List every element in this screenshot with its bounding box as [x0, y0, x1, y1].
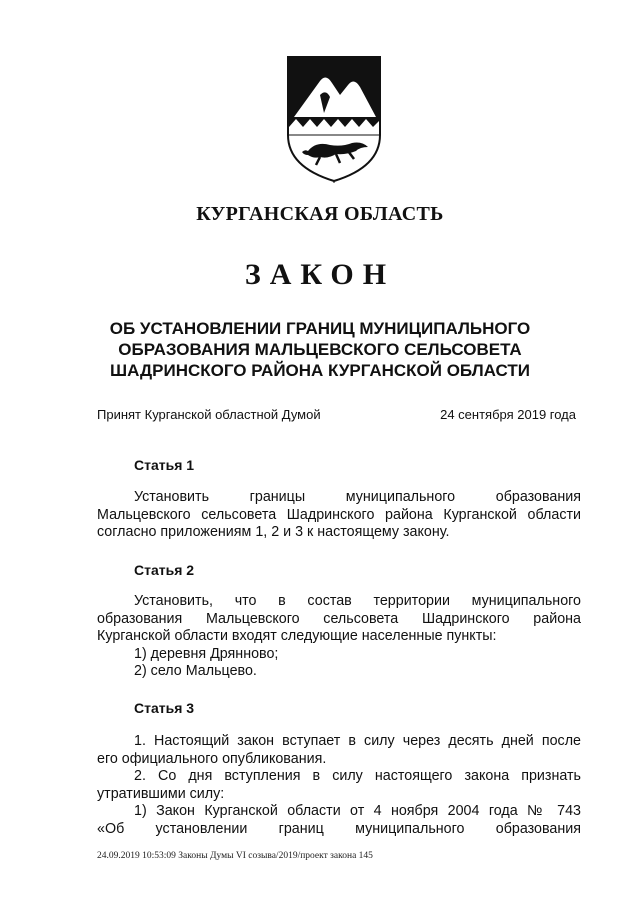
text-line: 2) село Мальцево. [134, 663, 257, 679]
text-line: Мальцевского сельсовета Шадринского района Курганской области [97, 506, 581, 523]
article-3-heading: Статья 3 [134, 700, 195, 716]
text-line: 1) деревня Дрянново; [134, 645, 279, 662]
article-1-text [97, 489, 581, 542]
article-2-text [97, 593, 581, 681]
text-line: Курганской области входят следующие населенные пункты: [97, 628, 497, 644]
title-line: ОБ УСТАНОВЛЕНИИ ГРАНИЦ МУНИЦИПАЛЬНОГО [109, 319, 531, 338]
title-line: ШАДРИНСКОГО РАЙОНА КУРГАНСКОЙ ОБЛАСТИ [110, 361, 530, 380]
text-line: Установить границы муниципального образования [134, 489, 581, 505]
coat-of-arms-icon [286, 55, 382, 183]
adoption-date: 24 сентября 2019 года [440, 407, 576, 422]
region-heading: КУРГАНСКАЯ ОБЛАСТЬ [196, 203, 444, 225]
document-footer: 24.09.2019 10:53:09 Законы Думы VI созыва/2019/проект закона 145 [97, 851, 373, 861]
text-line: утратившими силу: [97, 785, 225, 802]
text-line: 2. Со дня вступления в силу настоящего закона признать [134, 768, 581, 784]
article-3-text [97, 733, 581, 838]
text-line: образования Мальцевского сельсовета Шадринского района [97, 610, 581, 627]
text-line: 1. Настоящий закон вступает в силу через десять дней после [134, 733, 581, 749]
law-heading: ЗАКОН [244, 258, 396, 291]
title-line: ОБРАЗОВАНИЯ МАЛЬЦЕВСКОГО СЕЛЬСОВЕТА [118, 340, 522, 359]
article-2-heading: Статья 2 [134, 562, 195, 578]
law-title [90, 318, 550, 381]
text-line: «Об установлении границ муниципального образования [97, 820, 581, 837]
text-line: его официального опубликования. [97, 750, 327, 767]
adopted-by-text: Принят Курганской областной Думой [97, 407, 321, 422]
article-1-heading: Статья 1 [134, 457, 195, 473]
text-line: 1) Закон Курганской области от 4 ноября 2004 года № 743 [134, 803, 581, 819]
text-line: Установить, что в состав территории муниципального [134, 593, 581, 609]
text-line: согласно приложениям 1, 2 и 3 к настоящему закону. [97, 524, 450, 540]
